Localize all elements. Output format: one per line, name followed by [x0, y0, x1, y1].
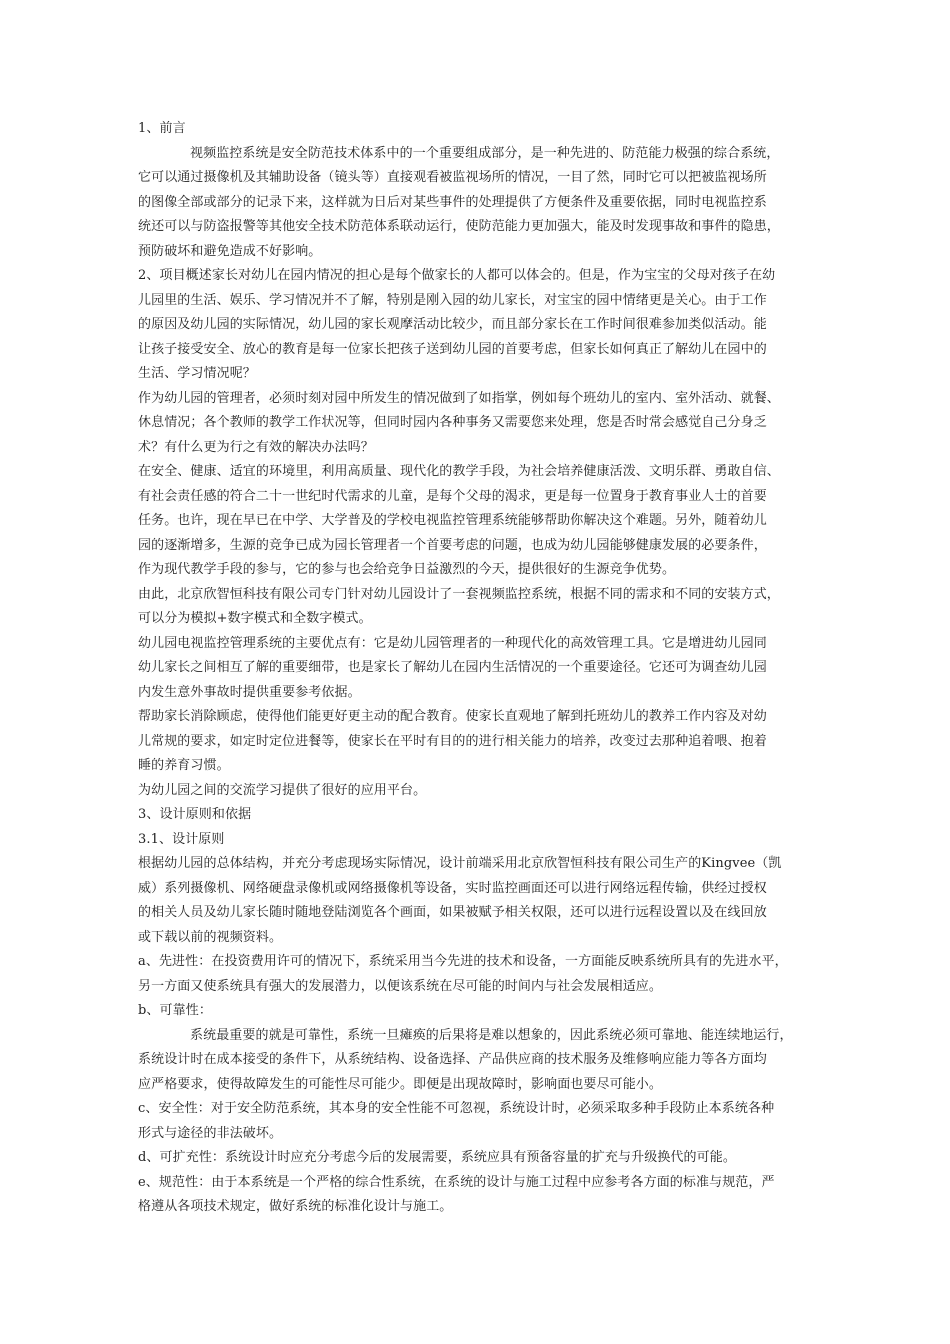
- text-line: a、先进性：在投资费用许可的情况下，系统采用当今先进的技术和设备，一方面能反映系统所具有的先进水平，: [138, 954, 788, 969]
- text-line: 可以分为模拟+数字模式和全数字模式。: [138, 611, 372, 626]
- text-line: 内发生意外事故时提供重要参考依据。: [138, 684, 361, 700]
- text-line: 它可以通过摄像机及其辅助设备（镜头等）直接观看被监视场所的情况，一目了然，同时它可以把被监视场所: [138, 170, 767, 185]
- text-line: 格遵从各项技术规定，做好系统的标准化设计与施工。: [138, 1199, 453, 1214]
- text-line: 术？有什么更为行之有效的解决办法吗？: [138, 439, 374, 455]
- text-line: 由此，北京欣智恒科技有限公司专门针对幼儿园设计了一套视频监控系统，根据不同的需求和不同的安装方式，: [138, 586, 780, 602]
- text-line: 根据幼儿园的总体结构，并充分考虑现场实际情况，设计前端采用北京欣智恒科技有限公司生产的Kingvee（凯: [138, 856, 782, 871]
- text-line: 的相关人员及幼儿家长随时随地登陆浏览各个画面，如果被赋予相关权限，还可以进行远程设置以及在线回放: [138, 905, 767, 920]
- text-line: 另一方面又使系统具有强大的发展潜力，以便该系统在尽可能的时间内与社会发展相适应。: [138, 978, 663, 994]
- text-line: 让孩子接受安全、放心的教育是每一位家长把孩子送到幼儿园的首要考虑，但家长如何真正了解幼儿在园中的: [138, 341, 767, 357]
- text-line: c、安全性：对于安全防范系统，其本身的安全性能不可忽视，系统设计时，必须采取多种手段防止本系统各种: [138, 1101, 775, 1116]
- text-line: 3、设计原则和依据: [138, 807, 252, 822]
- text-line: 睡的养育习惯。: [138, 758, 230, 773]
- text-line: 视频监控系统是安全防范技术体系中的一个重要组成部分，是一种先进的、防范能力极强的综合系统，: [190, 145, 780, 161]
- text-line: 2、项目概述家长对幼儿在园内情况的担心是每个做家长的人都可以体会的。但是，作为宝宝的父母对孩子在幼: [138, 268, 776, 283]
- document-body: [138, 117, 828, 1220]
- text-line: 儿常规的要求，如定时定位进餐等，使家长在平时有目的的进行相关能力的培养，改变过去那种追着喂、抱着: [138, 733, 767, 749]
- text-line: 幼儿园电视监控管理系统的主要优点有：它是幼儿园管理者的一种现代化的高效管理工具。它是增进幼儿园同: [138, 635, 767, 651]
- text-line: 任务。也许，现在早已在中学、大学普及的学校电视监控管理系统能够帮助你解决这个难题。另外，随着幼儿: [138, 513, 767, 528]
- text-line: 统还可以与防盗报警等其他安全技术防范体系联动运行，使防范能力更加强大，能及时发现事故和事件的隐患，: [138, 219, 780, 234]
- text-line: 系统最重要的就是可靠性，系统一旦瘫痪的后果将是难以想象的，因此系统必须可靠地、能连续地运行，: [190, 1027, 793, 1043]
- text-line: 的原因及幼儿园的实际情况，幼儿园的家长观摩活动比较少，而且部分家长在工作时间很难参加类似活动。能: [138, 317, 767, 332]
- text-line: 有社会责任感的符合二十一世纪时代需求的儿童，是每个父母的渴求，更是每一位置身于教育事业人士的首要: [138, 488, 767, 504]
- text-line: 生活、学习情况呢？: [138, 366, 256, 381]
- text-line: 应严格要求，使得故障发生的可能性尽可能少。即便是出现故障时，影响面也要尽可能小。: [138, 1076, 663, 1092]
- text-line: 威）系列摄像机、网络硬盘录像机或网络摄像机等设备，实时监控画面还可以进行网络远程传输，供经过授权: [138, 880, 767, 896]
- text-line: 为幼儿园之间的交流学习提供了很好的应用平台。: [138, 782, 427, 798]
- text-line: 系统设计时在成本接受的条件下，从系统结构、设备选择、产品供应商的技术服务及维修响应能力等各方面均: [138, 1052, 767, 1067]
- text-line: 休息情况；各个教师的教学工作状况等，但同时园内各种事务又需要您来处理，您是否时常会感觉自己分身乏: [138, 415, 767, 430]
- text-line: 的图像全部或部分的记录下来，这样就为日后对某些事件的处理提供了方便条件及重要依据，同时电视监控系: [138, 194, 767, 210]
- text-line: 帮助家长消除顾虑，使得他们能更好更主动的配合教育。使家长直观地了解到托班幼儿的教养工作内容及对幼: [138, 709, 767, 724]
- text-line: 1、前言: [138, 121, 186, 136]
- text-line: 3.1、设计原则: [138, 831, 225, 847]
- text-line: 形式与途径的非法破坏。: [138, 1125, 283, 1141]
- text-line: 作为现代教学手段的参与，它的参与也会给竞争日益激烈的今天，提供很好的生源竞争优势。: [138, 562, 676, 577]
- text-line: d、可扩充性：系统设计时应充分考虑今后的发展需要，系统应具有预备容量的扩充与升级换代的可能。: [138, 1150, 736, 1165]
- text-line: 作为幼儿园的管理者，必须时刻对园中所发生的情况做到了如指掌，例如每个班幼儿的室内、室外活动、就餐、: [138, 390, 780, 406]
- text-line: b、可靠性：: [138, 1003, 212, 1018]
- text-line: 儿园里的生活、娱乐、学习情况并不了解，特别是刚入园的幼儿家长，对宝宝的园中情绪更是关心。由于工作: [138, 292, 767, 308]
- text-line: 幼儿家长之间相互了解的重要细带，也是家长了解幼儿在园内生活情况的一个重要途径。它还可为调查幼儿园: [138, 660, 767, 675]
- text-line: 在安全、健康、适宜的环境里，利用高质量、现代化的教学手段，为社会培养健康活泼、文明乐群、勇敢自信、: [138, 464, 780, 479]
- text-line: 预防破坏和避免造成不好影响。: [138, 243, 322, 259]
- text-line: e、规范性：由于本系统是一个严格的综合性系统，在系统的设计与施工过程中应参考各方面的标准与规范，严: [138, 1174, 775, 1190]
- text-line: 园的逐渐增多，生源的竞争已成为园长管理者一个首要考虑的问题，也成为幼儿园能够健康发展的必要条件，: [138, 537, 767, 553]
- text-line: 或下载以前的视频资料。: [138, 929, 283, 945]
